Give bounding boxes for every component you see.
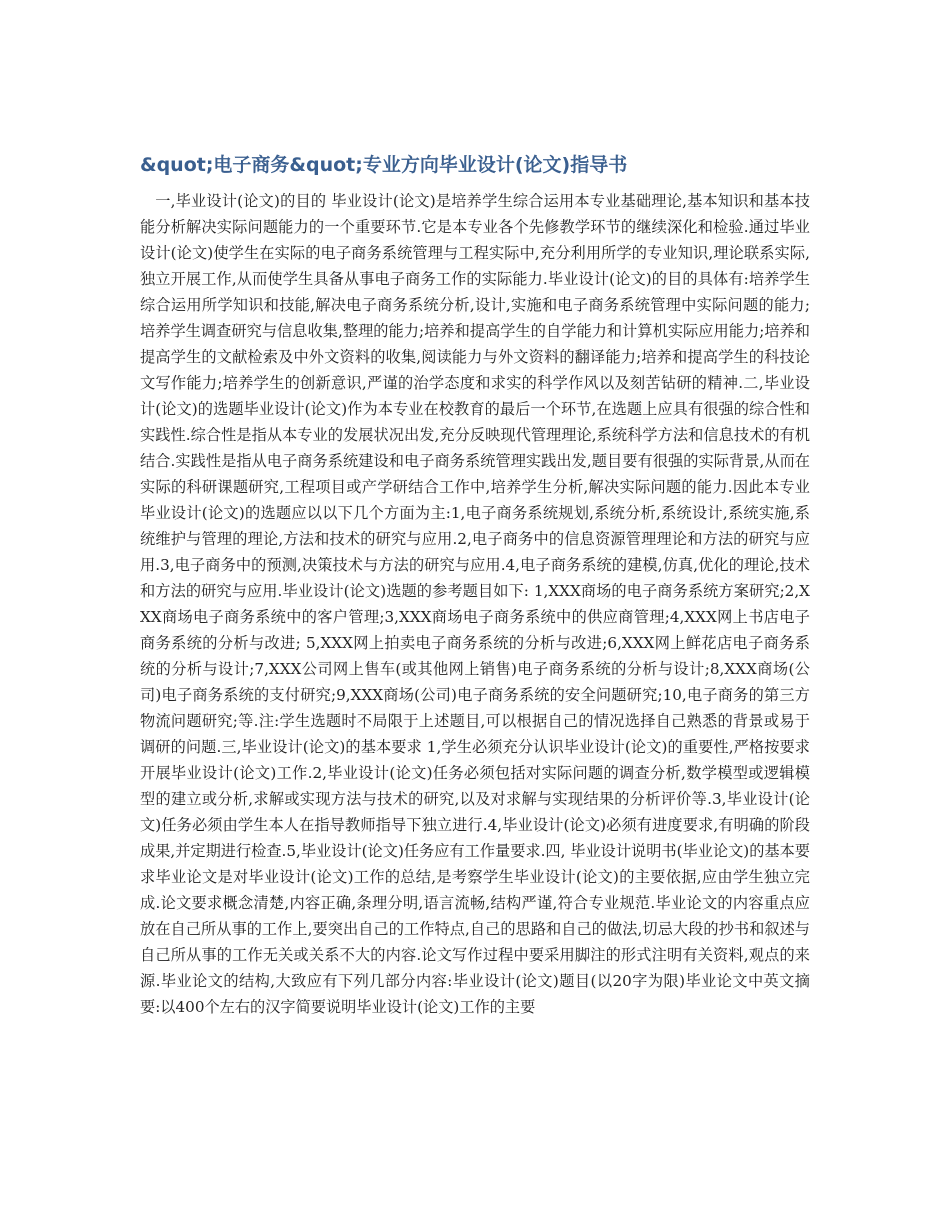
document-body: 一,毕业设计(论文)的目的 毕业设计(论文)是培养学生综合运用本专业基础理论,基本知识和基本技能分析解决实际问题能力的一个重要环节.它是本专业各个先修教学环节的继续深化和检验.通过毕业设计(论文)使学生在实际的电子商务系统管理与工程实际中,充分利用所学的专业知识,理论联系实际,独立开展工作,从而使学生具备从事电子商务工作的实际能力.毕业设计(论文)的目的具体有:培养学生综合运用所学知识和技能,解决电子商务系统分析,设计,实施和电子商务系统管理中实际问题的能力;培养学生调查研究与信息收集,整理的能力;培养和提高学生的自学能力和计算机实际应用能力;培养和提高学生的文献检索及中外文资料的收集,阅读能力与外文资料的翻译能力;培养和提高学生的科技论文写作能力;培养学生的创新意识,严谨的治学态度和求实的科学作风以及刻苦钻研的精神.二,毕业设计(论文)的选题毕业设计(论文)作为本专业在校教育的最后一个环节,在选题上应具有很强的综合性和实践性.综合性是指从本专业的发展状况出发,充分反映现代管理理论,系统科学方法和信息技术的有机结合.实践性是指从电子商务系统建设和电子商务系统管理实践出发,题目要有很强的实际背景,从而在实际的科研课题研究,工程项目或产学研结合工作中,培养学生分析,解决实际问题的能力.因此本专业毕业设计(论文)的选题应以以下几个方面为主:1,电子商务系统规划,系统分析,系统设计,系统实施,系统维护与管理的理论,方法和技术的研究与应用.2,电子商务中的信息资源管理理论和方法的研究与应用.3,电子商务中的预测,决策技术与方法的研究与应用.4,电子商务系统的建模,仿真,优化的理论,技术和方法的研究与应用.毕业设计(论文)选题的参考题目如下: 1,XXX商场的电子商务系统方案研究;2,XXX商场电子商务系统中的客户管理;3,XXX商场电子商务系统中的供应商管理;4,XXX网上书店电子商务系统的分析与改进; 5,XXX网上拍卖电子商务系统的分析与改进;6,XXX网上鲜花店电子商务系统的分析与设计;7,XXX公司网上售车(或其他网上销售)电子商务系统的分析与设计;8,XXX商场(公司)电子商务系统的支付研究;9,XXX商场(公司)电子商务系统的安全问题研究;10,电子商务的第三方物流问题研究;等.注:学生选题时不局限于上述题目,可以根据自己的情况选择自己熟悉的背景或易于调研的问题.三,毕业设计(论文)的基本要求 1,学生必须充分认识毕业设计(论文)的重要性,严格按要求开展毕业设计(论文)工作.2,毕业设计(论文)任务必须包括对实际问题的调查分析,数学模型或逻辑模型的建立或分析,求解或实现方法与技术的研究,以及对求解与实现结果的分析评价等.3,毕业设计(论文)任务必须由学生本人在指导教师指导下独立进行.4,毕业设计(论文)必须有进度要求,有明确的阶段成果,并定期进行检查.5,毕业设计(论文)任务应有工作量要求.四, 毕业设计说明书(毕业论文)的基本要求毕业论文是对毕业设计(论文)工作的总结,是考察学生毕业设计(论文)的主要依据,应由学生独立完成.论文要求概念清楚,内容正确,条理分明,语言流畅,结构严谨,符合专业规范.毕业论文的内容重点应放在自己所从事的工作上,要突出自己的工作特点,自己的思路和自己的做法,切忌大段的抄书和叙述与自己所从事的工作无关或关系不大的内容.论文写作过程中要采用脚注的形式注明有关资料,观点的来源.毕业论文的结构,大致应有下列几部分内容:毕业设计(论文)题目(以20字为限)毕业论文中英文摘要:以400个左右的汉字简要说明毕业设计(论文)工作的主要 [140, 192, 810, 1016]
document-content [140, 150, 810, 1020]
document-title: &quot;电子商务&quot;专业方向毕业设计(论文)指导书 [140, 154, 628, 176]
